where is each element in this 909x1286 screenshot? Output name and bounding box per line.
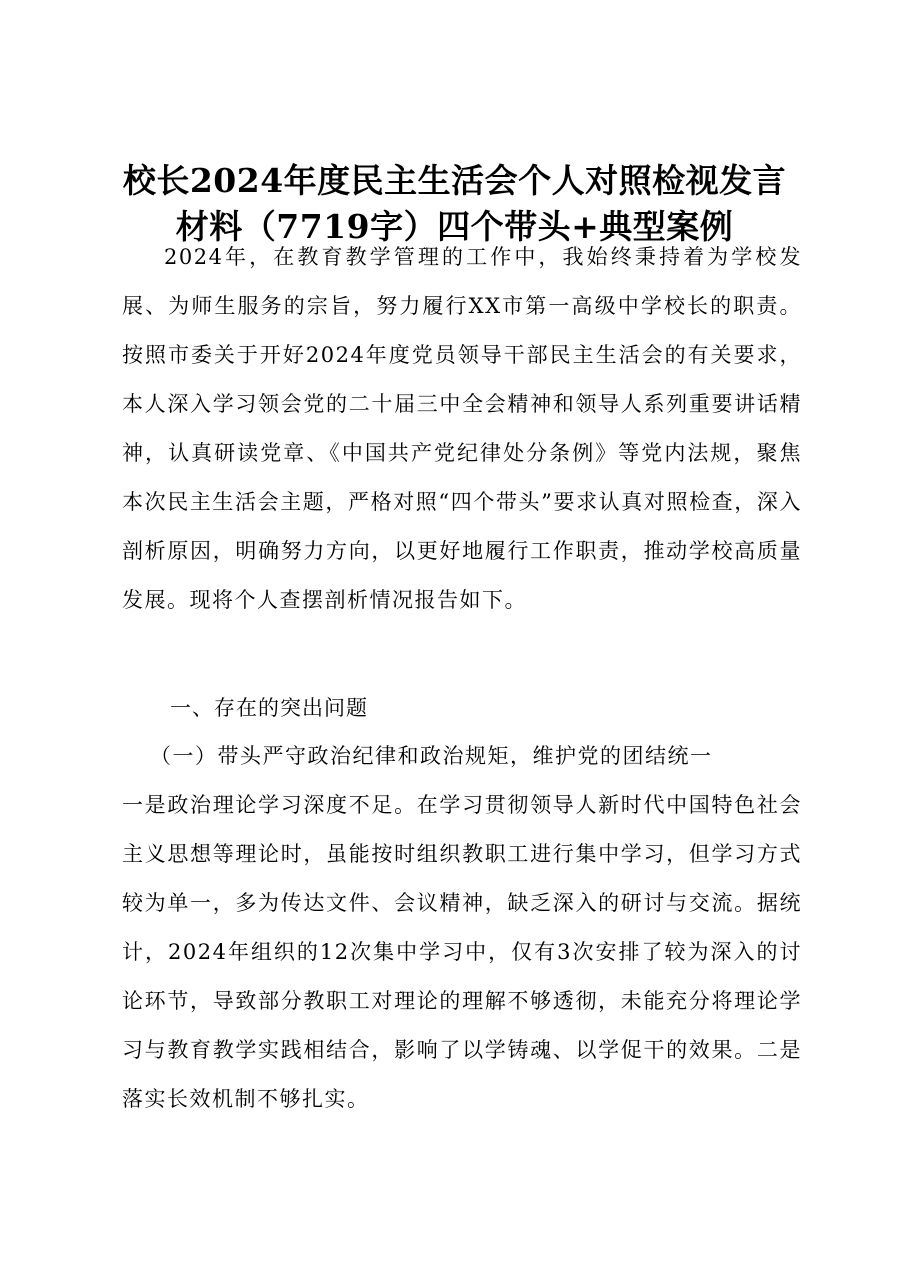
section-heading-problems: 一、存在的突出问题 [170, 696, 368, 720]
subsection-paragraph: 一是政治理论学习深度不足。在学习贯彻领导人新时代中国特色社会主义思想等理论时，虽能按时组织教职工进行集中学习，但学习方式较为单一，多为传达文件、会议精神，缺乏深入的研讨与交流。据统计，2024年组织的12次集中学习中，仅有3次安排了较为深入的讨论环节，导致部分教职工对理论的理解不够透彻，未能充分将理论学习与教育教学实践相结合，影响了以学铸魂、以学促干的效果。二是落实长效机制不够扎实。 [122, 793, 802, 1111]
subsection-heading-political-discipline: （一）带头严守政治纪律和政治规矩，维护党的团结统一 [150, 744, 713, 768]
intro-paragraph: 2024年，在教育教学管理的工作中，我始终秉持着为学校发展、为师生服务的宗旨，努力履行XX市第一高级中学校长的职责。按照市委关于开好2024年度党员领导干部民主生活会的有关要求，本人深入学习领会党的二十届三中全会精神和领导人系列重要讲话精神，认真研读党章、《中国共产党纪律处分条例》等党内法规，聚焦本次民主生活会主题，严格对照“四个带头”要求认真对照检查，深入剖析原因，明确努力方向，以更好地履行工作职责，推动学校高质量发展。现将个人查摆剖析情况报告如下。 [122, 245, 802, 612]
title-line-2: 材料（7719字）四个带头+典型案例 [175, 207, 734, 246]
title-line-1: 校长2024年度民主生活会个人对照检视发言 [122, 161, 787, 200]
